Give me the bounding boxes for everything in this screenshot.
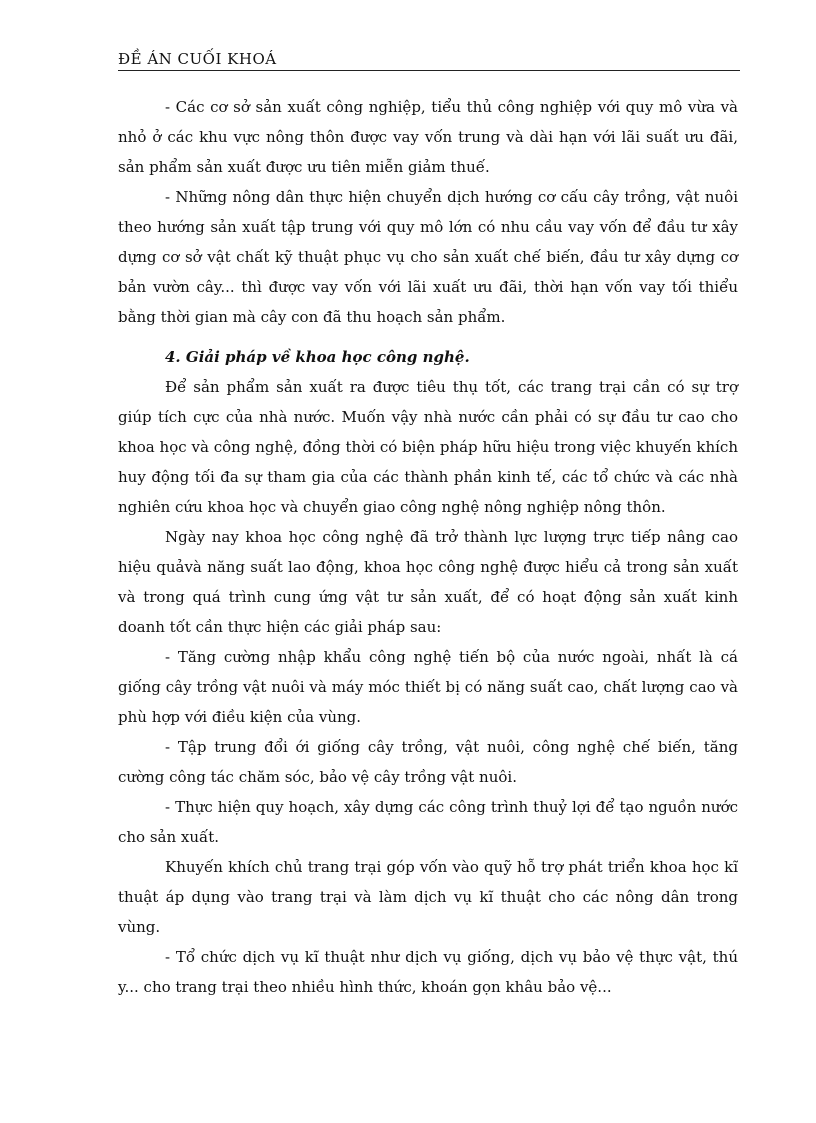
list-item: - Tăng cường nhập khẩu công nghệ tiến bộ của nước ngoài, nhất là cá giống cây trồng vật nuôi và máy móc thiết bị có năng suất cao, chất lượng cao và phù hợp với điều kiện của vùng. [118,648,738,726]
body-paragraph: Ngày nay khoa học công nghệ đã trở thành lực lượng trực tiếp nâng cao hiệu quảvà năng suất lao động, khoa học công nghệ được hiểu cả trong sản xuất và trong quá trình cung ứng vật tư sản xuất, để có hoạt động sản xuất kinh doanh tốt cần thực hiện các giải pháp sau: [118,528,738,636]
document-body [118,92,738,1002]
body-paragraph: Để sản phẩm sản xuất ra được tiêu thụ tốt, các trang trại cần có sự trợ giúp tích cực của nhà nước. Muốn vậy nhà nước cần phải có sự đầu tư cao cho khoa học và công nghệ, đồng thời có biện pháp hữu hiệu trong việc khuyến khích huy động tối đa sự tham gia của các thành phần kinh tế, các tổ chức và các nhà nghiên cứu khoa học và chuyển giao công nghệ nông nghiệp nông thôn. [118,378,738,516]
body-paragraph: Khuyến khích chủ trang trại góp vốn vào quỹ hỗ trợ phát triển khoa học kĩ thuật áp dụng vào trang trại và làm dịch vụ kĩ thuật cho các nông dân trong vùng. [118,858,738,936]
body-paragraph: - Các cơ sở sản xuất công nghiệp, tiểu thủ công nghiệp với quy mô vừa và nhỏ ở các khu vực nông thôn được vay vốn trung và dài hạn với lãi suất ưu đãi, sản phẩm sản xuất được ưu tiên miễn giảm thuế. [118,98,738,176]
body-paragraph: - Những nông dân thực hiện chuyển dịch hướng cơ cấu cây trồng, vật nuôi theo hướng sản xuất tập trung với quy mô lớn có nhu cầu vay vốn để đầu tư xây dựng cơ sở vật chất kỹ thuật phục vụ cho sản xuất chế biến, đầu tư xây dựng cơ bản vườn cây... thì được vay vốn với lãi xuất ưu đãi, thời hạn vốn vay tối thiểu bằng thời gian mà cây con đã thu hoạch sản phẩm. [118,188,738,326]
section-heading: 4. Giải pháp về khoa học công nghệ. [165,348,470,366]
list-item: - Tập trung đổi ới giống cây trồng, vật nuôi, công nghệ chế biến, tăng cường công tác chăm sóc, bảo vệ cây trồng vật nuôi. [118,738,738,786]
document-title: ĐỀ ÁN CUỐI KHOÁ [118,50,277,68]
list-item: - Thực hiện quy hoạch, xây dựng các công trình thuỷ lợi để tạo nguồn nước cho sản xuất. [118,798,738,846]
page-header [118,46,740,71]
list-item: - Tổ chức dịch vụ kĩ thuật như dịch vụ giống, dịch vụ bảo vệ thực vật, thú y... cho trang trại theo nhiều hình thức, khoán gọn khâu bảo vệ... [118,948,738,996]
